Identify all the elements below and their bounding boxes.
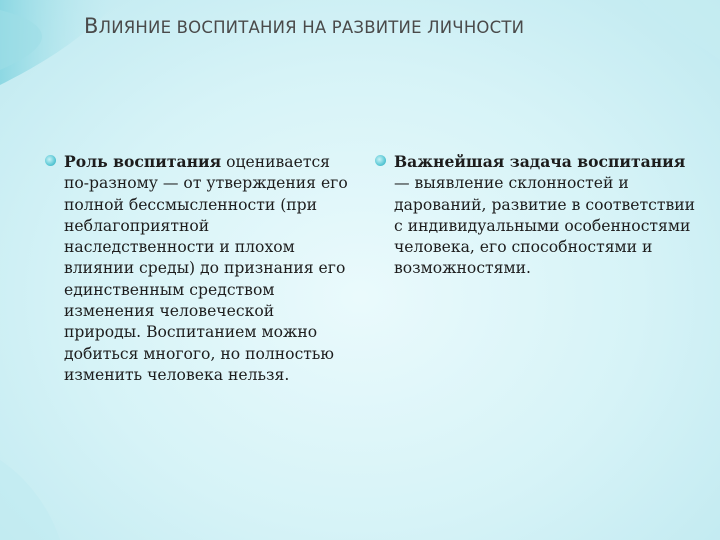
slide-title [84, 14, 684, 38]
right-body-text: — выявление склонностей и дарований, развитие в соответствии с индивидуальными особенностями человека, его способностями и возможностями. [394, 174, 696, 278]
right-paragraph [394, 151, 704, 280]
left-bold-text: Роль воспитания [64, 152, 222, 171]
right-bullet-item [394, 151, 704, 280]
round-bullet-icon [375, 155, 386, 166]
left-body-text: оценивается по-разному — от утверждения его полной бессмысленности (при неблагоприятной наследственности и плохом влиянии среды) до признания его единственным средством изменения человеческой природы. Воспитанием можно добиться многого, но полностью изменить человека нельзя. [64, 153, 348, 384]
left-paragraph [64, 151, 354, 386]
round-bullet-icon [45, 155, 56, 166]
title-rest: ЛИЯНИЕ ВОСПИТАНИЯ НА РАЗВИТИЕ ЛИЧНОСТИ [98, 18, 525, 37]
right-bold-text: Важнейшая задача воспитания [394, 152, 686, 171]
left-bullet-item [64, 151, 354, 386]
title-first-letter: В [84, 14, 99, 38]
